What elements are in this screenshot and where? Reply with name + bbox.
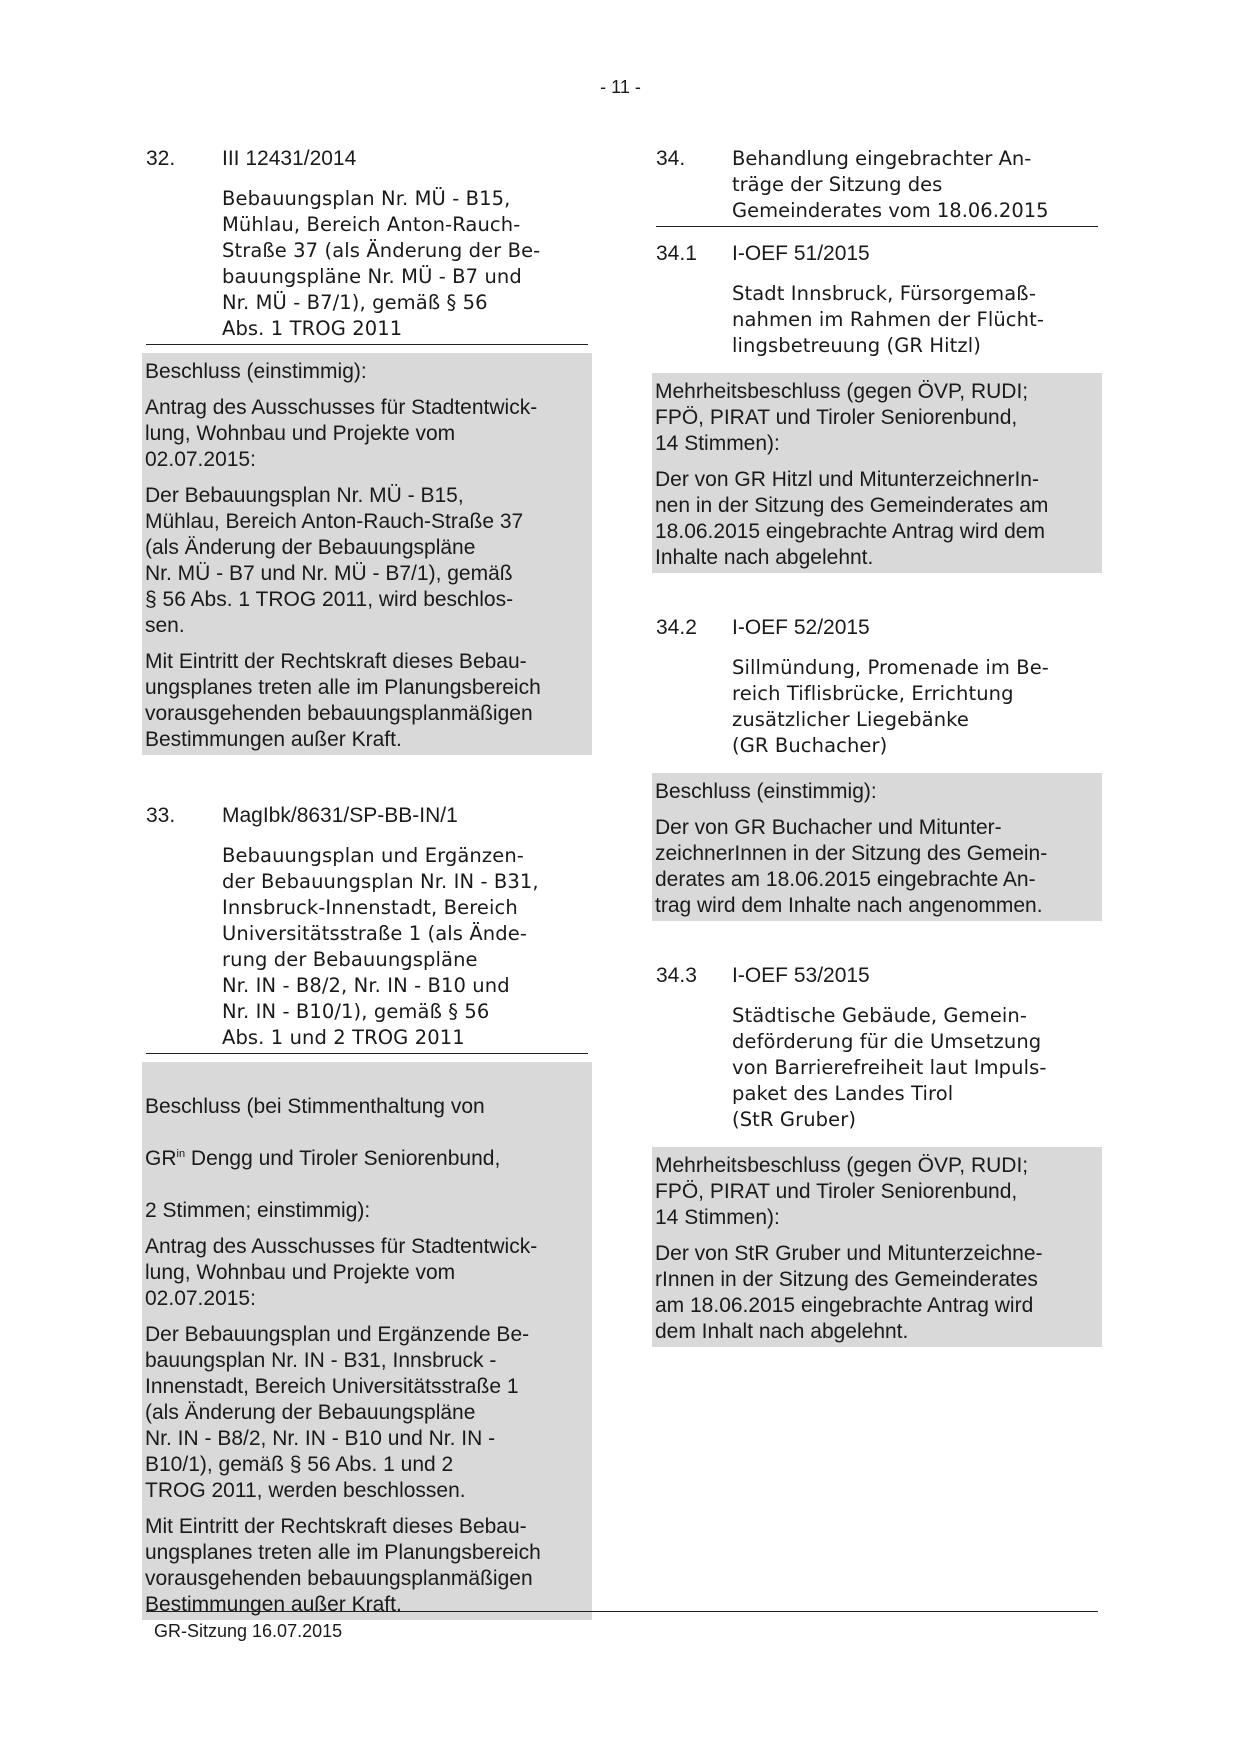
page-footer: GR-Sitzung 16.07.2015 [146, 1611, 1098, 1644]
legal-effect-paragraph: Mit Eintritt der Rechtskraft dieses Bebau- ungsplanes treten alle im Planungsbereich vorausgehenden bebauungsplanmäßigen Bestimmungen außer Kraft. [145, 650, 541, 751]
decision-box [652, 1147, 1102, 1347]
page-number: - 11 - [600, 77, 641, 97]
resolution-paragraph: Der von StR Gruber und Mitunterzeichne- rInnen in der Sitzung des Gemeinderates am 18.06.2015 eingebrachte Antrag wird dem Inhalt nach abgelehnt. [655, 1242, 1043, 1343]
agenda-item-34-1 [656, 241, 1098, 573]
resolution-paragraph: Der von GR Buchacher und Mitunter- zeichnerInnen in der Sitzung des Gemein- derates am 18.06.2015 eingebrachte An- trag wird dem Inhalte nach angenommen. [655, 816, 1048, 917]
item-title: Bebauungsplan und Ergänzen- der Bebauungsplan Nr. IN - B31, Innsbruck-Innenstadt, Bereich Universitätsstraße 1 (als Ände- rung der Bebauungspläne Nr. IN - B8/2, Nr. IN - B10 und Nr. IN - B10/1), gemäß § 56 Abs. 1 und 2 TROG 2011 [146, 843, 588, 1054]
decision-gr: GR [145, 1147, 177, 1170]
resolution-paragraph: Der Bebauungsplan Nr. MÜ - B15, Mühlau, Bereich Anton-Rauch-Straße 37 (als Änderung der Bebauungspläne Nr. MÜ - B7 und Nr. MÜ - B7/1), gemäß § 56 Abs. 1 TROG 2011, wird beschlos- sen. [145, 484, 524, 637]
decision-label: Mehrheitsbeschluss (gegen ÖVP, RUDI; FPÖ, PIRAT und Tiroler Seniorenbund, 14 Stimmen): [655, 380, 1029, 455]
agenda-item-32 [146, 146, 588, 755]
decision-line-3: 2 Stimmen; einstimmig): [145, 1199, 371, 1222]
item-title: Sillmündung, Promenade im Be- reich Tiflisbrücke, Errichtung zusätzlicher Liegebänke (GR Buchacher) [732, 656, 1049, 757]
item-reference: I-OEF 51/2015 [732, 242, 870, 265]
left-column [146, 146, 588, 1620]
agenda-item-33 [146, 803, 588, 1620]
legal-effect-paragraph: Mit Eintritt der Rechtskraft dieses Bebau- ungsplanes treten alle im Planungsbereich vorausgehenden bebauungsplanmäßigen Bestimmungen außer Kraft. [145, 1515, 541, 1616]
item-number: 34.3 [656, 964, 697, 987]
decision-line-2: Dengg und Tiroler Seniorenbund, [185, 1147, 501, 1170]
item-number: 33. [146, 804, 176, 827]
decision-gr-superscript: in [176, 1148, 186, 1160]
motion-paragraph: Antrag des Ausschusses für Stadtentwick- lung, Wohnbau und Projekte vom 02.07.2015: [145, 1235, 538, 1310]
decision-label: Mehrheitsbeschluss (gegen ÖVP, RUDI; FPÖ, PIRAT und Tiroler Seniorenbund, 14 Stimmen): [655, 1154, 1029, 1229]
decision-box [652, 773, 1102, 921]
item-reference: III 12431/2014 [222, 147, 357, 170]
item-title: Städtische Gebäude, Gemein- deförderung für die Umsetzung von Barrierefreiheit laut Impuls- paket des Landes Tirol (StR Gruber) [732, 1004, 1047, 1131]
decision-line-1: Beschluss (bei Stimmenthaltung von [145, 1095, 485, 1118]
item-number: 32. [146, 147, 176, 170]
item-title: Stadt Innsbruck, Fürsorgemaß- nahmen im Rahmen der Flücht- lingsbetreuung (GR Hitzl) [732, 282, 1044, 357]
decision-box [142, 353, 592, 755]
item-number: 34.1 [656, 242, 697, 265]
item-reference: I-OEF 53/2015 [732, 964, 870, 987]
decision-label: Beschluss (einstimmig): [655, 780, 877, 803]
agenda-item-34 [656, 146, 1098, 227]
resolution-paragraph: Der von GR Hitzl und MitunterzeichnerIn- nen in der Sitzung des Gemeinderates am 18.06.2015 eingebrachte Antrag wird dem Inhalte nach abgelehnt. [655, 468, 1049, 569]
item-reference: I-OEF 52/2015 [732, 616, 870, 639]
resolution-paragraph: Der Bebauungsplan und Ergänzende Be- bauungsplan Nr. IN - B31, Innsbruck - Innenstadt, Bereich Universitätsstraße 1 (als Änderung der Bebauungspläne Nr. IN - B8/2, Nr. IN - B10 und Nr. IN - B10/1), gemäß § 56 Abs. 1 und 2 TROG 2011, werden beschlossen. [145, 1323, 530, 1502]
agenda-item-34-2 [656, 615, 1098, 921]
motion-paragraph: Antrag des Ausschusses für Stadtentwick- lung, Wohnbau und Projekte vom 02.07.2015: [145, 396, 538, 471]
item-reference: MagIbk/8631/SP-BB-IN/1 [222, 804, 458, 827]
decision-label: Beschluss (einstimmig): [145, 360, 367, 383]
item-title: Behandlung eingebrachter An- träge der Sitzung des Gemeinderates vom 18.06.2015 [732, 147, 1049, 222]
decision-box [652, 373, 1102, 573]
item-number: 34.2 [656, 616, 697, 639]
item-title: Bebauungsplan Nr. MÜ - B15, Mühlau, Bereich Anton-Rauch- Straße 37 (als Änderung der Be- bauungspläne Nr. MÜ - B7 und Nr. MÜ - B7/1), gemäß § 56 Abs. 1 TROG 2011 [146, 186, 588, 345]
right-column [656, 146, 1098, 1347]
agenda-item-34-3 [656, 963, 1098, 1347]
item-number: 34. [656, 147, 686, 170]
decision-label [145, 1068, 588, 1224]
decision-box [142, 1062, 592, 1620]
